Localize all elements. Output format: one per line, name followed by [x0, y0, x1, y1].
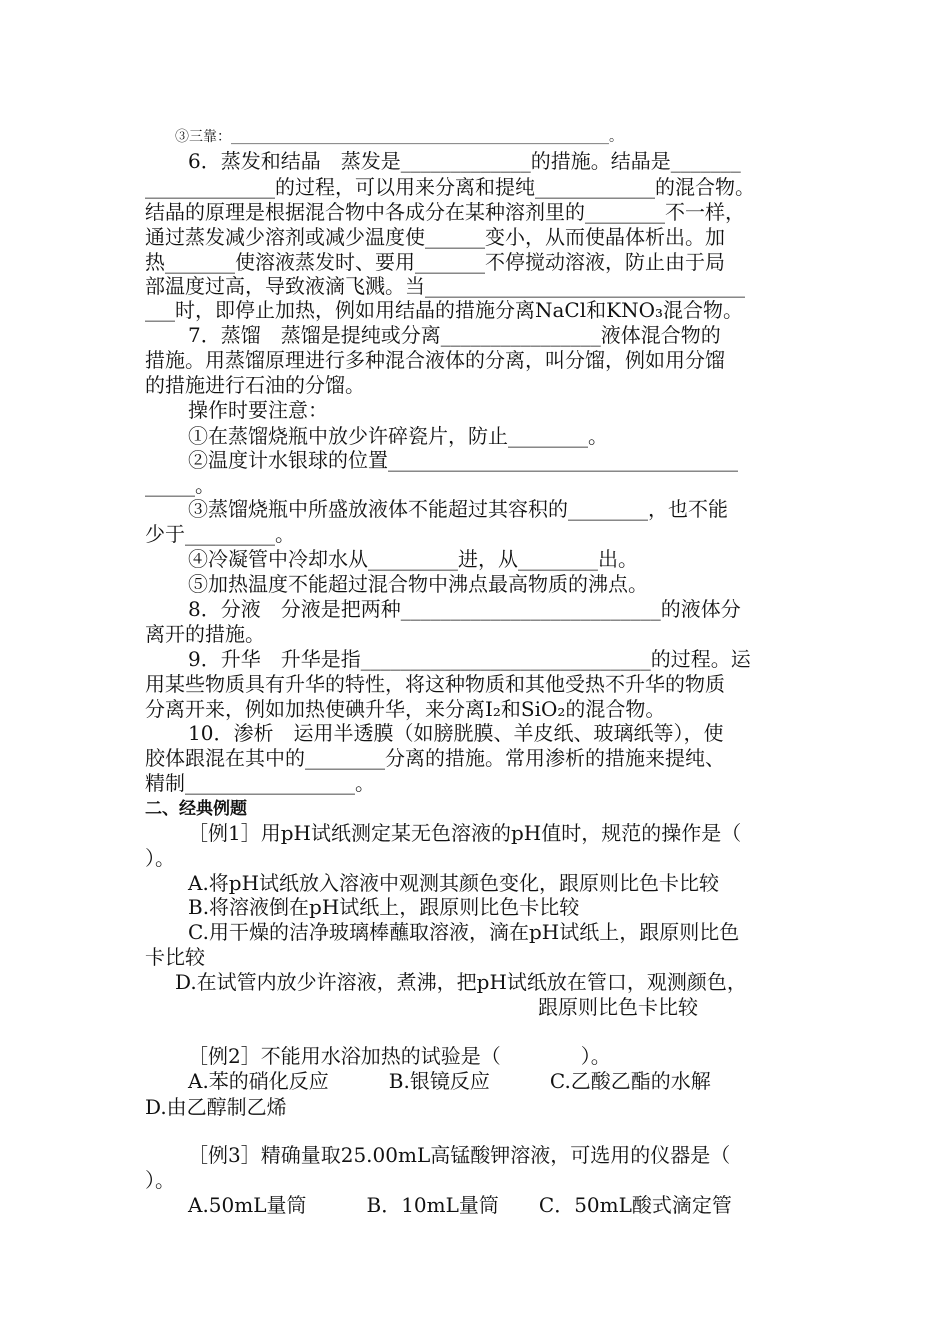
text-line: C.用干燥的洁净玻璃棒蘸取溶液，滴在pH试纸上，跟原则比色: [188, 920, 740, 944]
text-line: ［例1］用pH试纸测定某无色溶液的pH值时，规范的操作是（: [188, 821, 742, 845]
text-line: 用某些物质具有升华的特性，将这种物质和其他受热不升华的物质: [145, 672, 725, 696]
text-line: ③三靠：______________________________________________________。: [175, 129, 623, 145]
text-line: 9．升华 升华是指_____________________________的过程。运: [188, 647, 751, 671]
text-line: 措施。用蒸馏原理进行多种混合液体的分离，叫分馏，例如用分馏: [145, 348, 725, 372]
text-line: A.将pH试纸放入溶液中观测其颜色变化，跟原则比色卡比较: [188, 871, 720, 895]
text-line: 跟原则比色卡比较: [538, 995, 698, 1019]
text-line: 离开的措施。: [145, 622, 265, 646]
section-heading: 二、经典例题: [145, 799, 247, 819]
text-line: ___时，即停止加热，例如用结晶的措施分离NaCl和KNO₃混合物。: [145, 298, 743, 322]
text-line: ③蒸馏烧瓶中所盛放液体不能超过其容积的________，也不能: [188, 497, 728, 521]
text-line: ）。: [145, 1168, 175, 1192]
text-line: ④冷凝管中冷却水从_________进，从________出。: [188, 547, 638, 571]
text-line: 7．蒸馏 蒸馏是提纯或分离________________液体混合物的: [188, 323, 721, 347]
text-line: 通过蒸发减少溶剂或减少温度使______变小，从而使晶体析出。加: [145, 225, 725, 249]
text-line: 8．分液 分液是把两种__________________________的液体分: [188, 597, 741, 621]
text-line: ［例3］精确量取25.00mL高锰酸钾溶液，可选用的仪器是（: [188, 1143, 731, 1167]
text-line: 胶体跟混在其中的________分离的措施。常用渗析的措施来提纯、: [145, 746, 725, 770]
text-line: 部温度过高，导致液滴飞溅。当________________________________: [145, 274, 745, 298]
text-line: 10．渗析 运用半透膜（如膀胱膜、羊皮纸、玻璃纸等），使: [188, 721, 724, 745]
text-line: ［例2］不能用水浴加热的试验是（ ）。: [188, 1044, 611, 1068]
text-line: D.由乙醇制乙烯: [145, 1095, 287, 1119]
text-line: A.苯的硝化反应 B.银镜反应 C.乙酸乙酯的水解: [188, 1069, 711, 1093]
text-line: D.在试管内放少许溶液，煮沸，把pH试纸放在管口，观测颜色，: [175, 970, 747, 994]
text-line: 分离开来，例如加热使碘升华，来分离I₂和SiO₂的混合物。: [145, 697, 666, 721]
text-line: 精制_________________。: [145, 771, 375, 795]
text-line: _____。: [145, 473, 215, 497]
text-line: ②温度计水银球的位置___________________________________: [188, 448, 738, 472]
text-line: B.将溶液倒在pH试纸上，跟原则比色卡比较: [188, 895, 580, 919]
text-line: A.50mL量筒 B．10mL量筒 C．50mL酸式滴定管: [188, 1193, 732, 1217]
text-line: 结晶的原理是根据混合物中各成分在某种溶剂里的________不一样，: [145, 200, 745, 224]
text-line: 的措施进行石油的分馏。: [145, 373, 365, 397]
text-line: 卡比较: [145, 945, 205, 969]
text-line: 6．蒸发和结晶 蒸发是_____________的措施。结晶是_______: [188, 149, 741, 173]
text-line: 操作时要注意：: [188, 398, 328, 422]
text-line: 热_______使溶液蒸发时、要用_______不停搅动溶液，防止由于局: [145, 250, 725, 274]
text-line: 少于_________。: [145, 522, 295, 546]
text-line: ⑤加热温度不能超过混合物中沸点最高物质的沸点。: [188, 572, 648, 596]
text-line: _____________的过程，可以用来分离和提纯____________的混合物。: [145, 175, 755, 199]
text-line: ①在蒸馏烧瓶中放少许碎瓷片，防止________。: [188, 424, 608, 448]
text-line: ）。: [145, 846, 175, 870]
